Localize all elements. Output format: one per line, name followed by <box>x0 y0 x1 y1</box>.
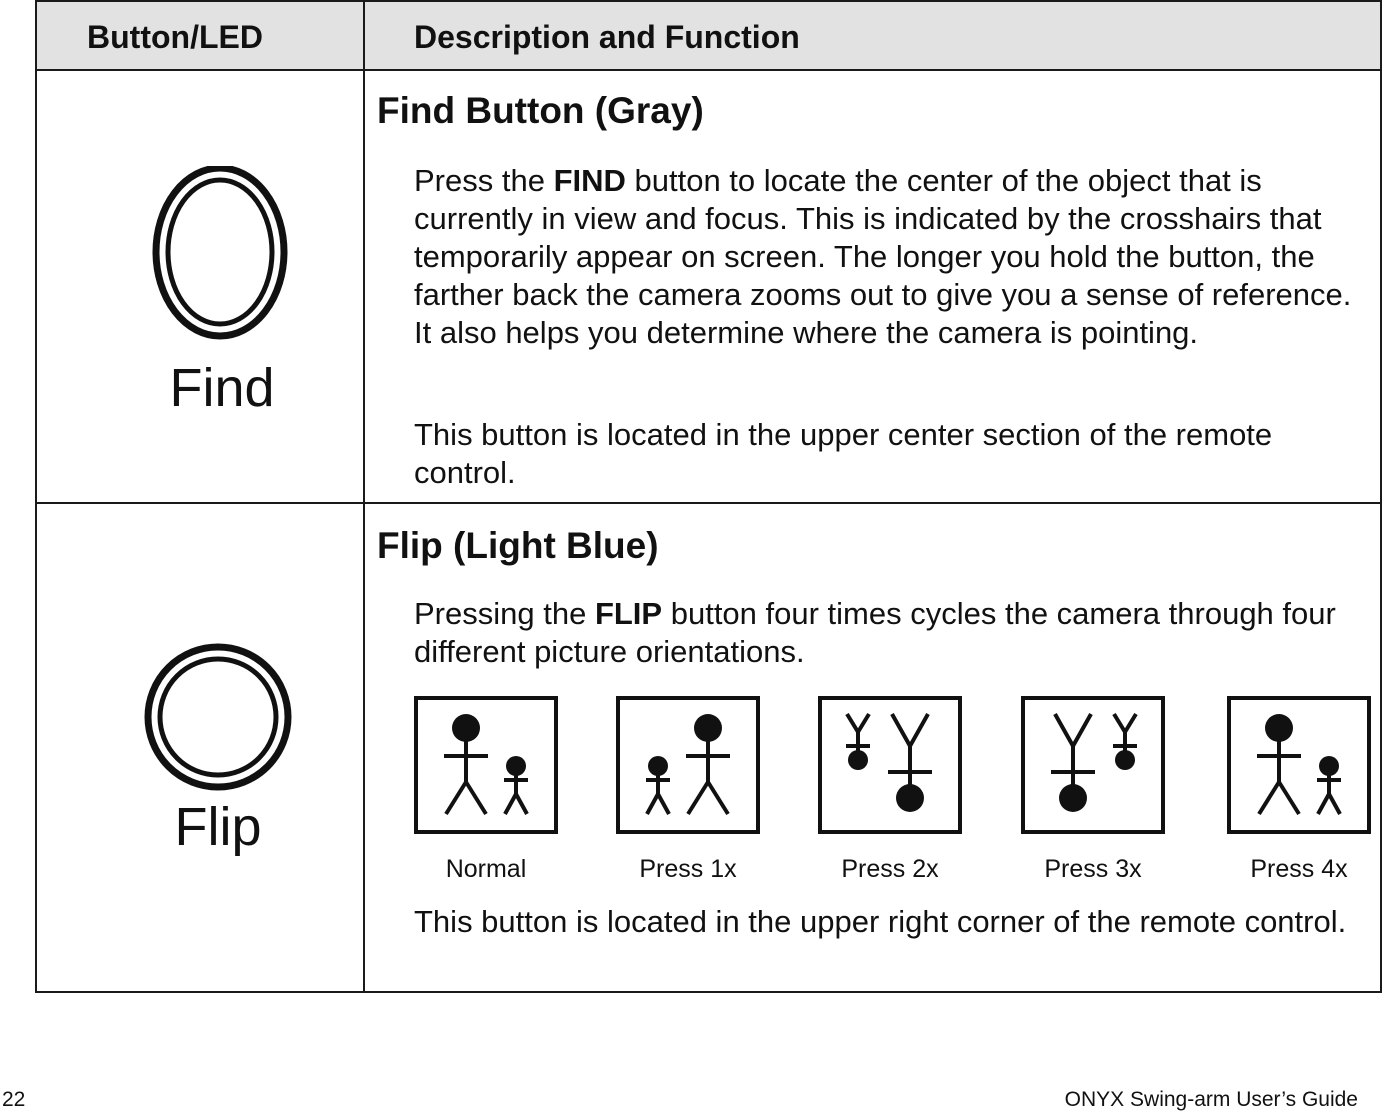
orientation-press-2x-icon <box>818 696 962 834</box>
orientation-normal-icon <box>414 696 558 834</box>
row-divider <box>37 502 1380 504</box>
header-button-led: Button/LED <box>87 19 263 55</box>
flip-button-label: Flip <box>174 797 262 857</box>
orientation-caption-normal: Normal <box>445 855 527 883</box>
flip-description: Pressing the FLIP button four times cycles the camera through four different picture orientations. <box>414 596 1336 669</box>
flip-keyword: FLIP <box>594 596 663 631</box>
header-divider <box>37 69 1380 71</box>
orientation-caption-press-3x: Press 3x <box>1044 855 1142 883</box>
find-keyword: FIND <box>553 163 626 198</box>
page-number: 22 <box>2 1088 26 1111</box>
orientation-press-1x-icon <box>616 696 760 834</box>
orientation-caption-press-1x: Press 1x <box>639 855 737 883</box>
guide-title: ONYX Swing-arm User’s Guide <box>1064 1088 1358 1111</box>
find-title: Find Button (Gray) <box>377 90 704 131</box>
orientation-press-4x-icon <box>1227 696 1371 834</box>
find-button-icon <box>150 166 290 346</box>
orientation-press-3x-icon <box>1021 696 1165 834</box>
flip-button-icon <box>143 642 293 792</box>
orientation-caption-press-2x: Press 2x <box>841 855 939 883</box>
flip-location: This button is located in the upper right corner of the remote control. <box>414 904 1347 939</box>
column-divider <box>363 2 365 991</box>
button-table <box>35 0 1382 993</box>
find-description: Press the FIND button to locate the center of the object that is currently in view and focus. This is indicated by the crosshairs that temporarily appear on screen. The longer you hold the button, the farther back the camera zooms out to give you a sense of reference. It also helps you determine where the camera is pointing. <box>414 163 1352 350</box>
find-location: This button is located in the upper center section of the remote control. <box>414 417 1273 490</box>
find-button-label: Find <box>169 358 275 418</box>
flip-title: Flip (Light Blue) <box>377 525 659 566</box>
orientation-caption-press-4x: Press 4x <box>1250 855 1348 883</box>
header-description: Description and Function <box>414 19 800 55</box>
